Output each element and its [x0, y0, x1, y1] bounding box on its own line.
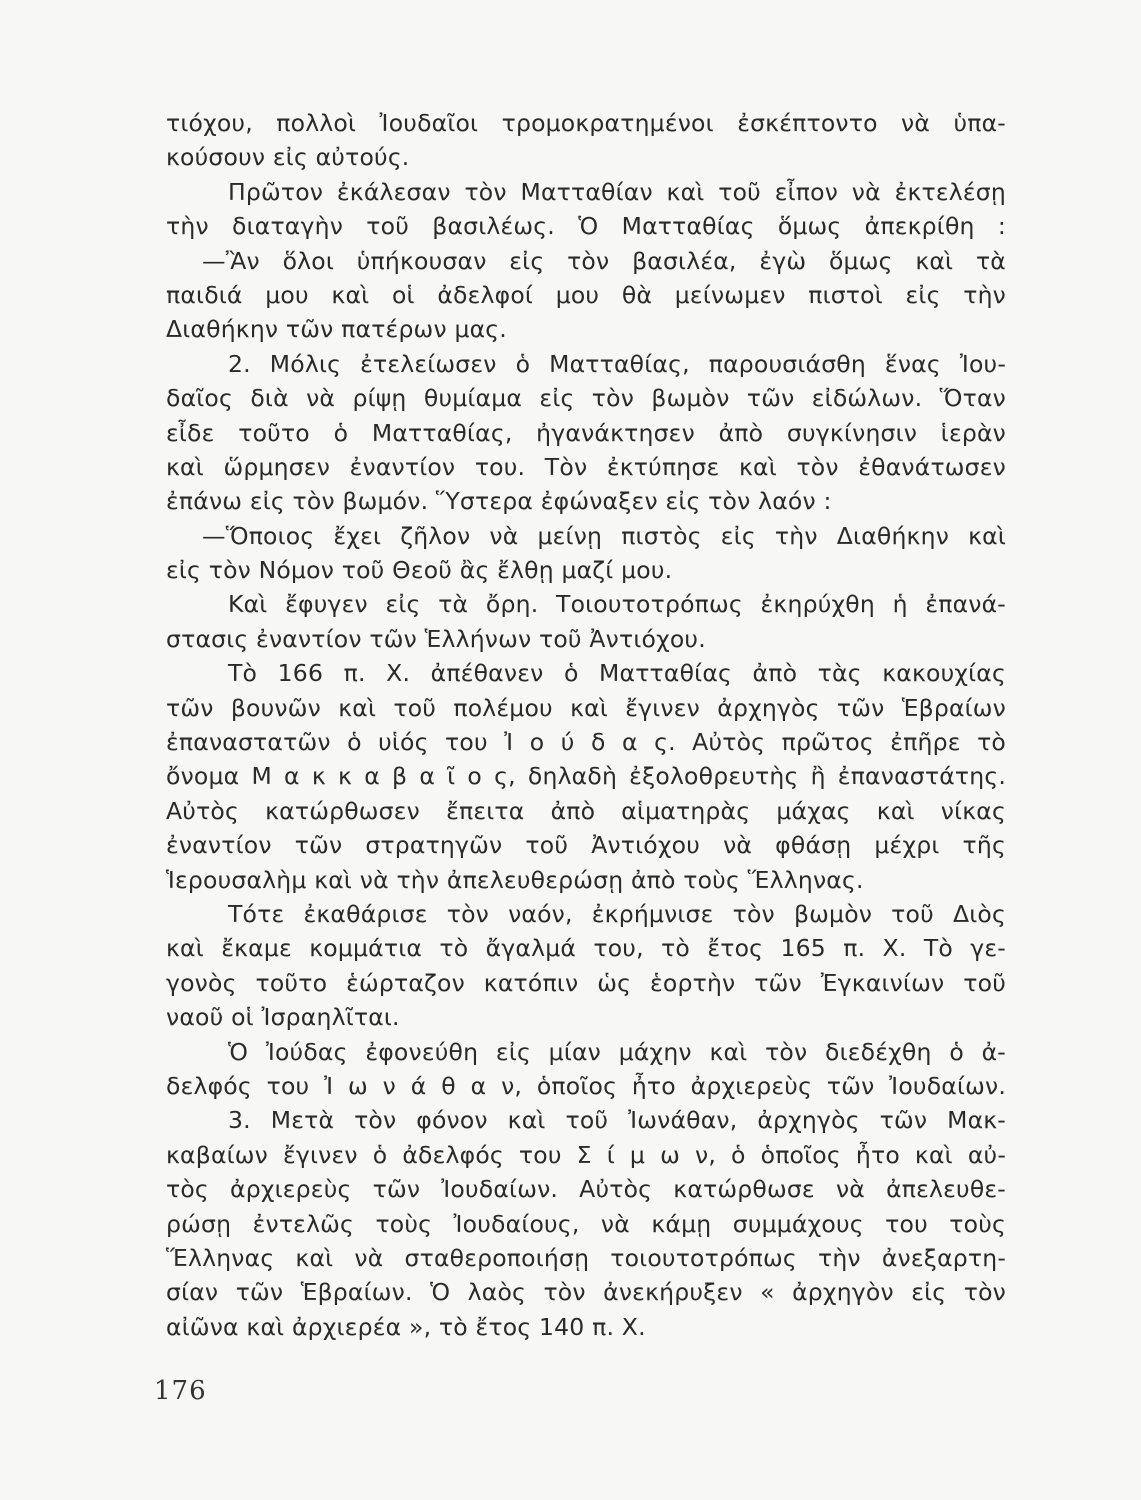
body-text — [166, 106, 1006, 1344]
text-line: καὶ ἔκαμε κομμάτια τὸ ἄγαλμά του, τὸ ἔτος 165 π. Χ. Τὸ γε- — [166, 934, 1006, 963]
text-line: εἰς τὸν Νόμον τοῦ Θεοῦ ἂς ἔλθῃ μαζί μου. — [166, 556, 673, 585]
text-line: ναοῦ οἱ Ἰσραηλῖται. — [166, 1003, 400, 1032]
text-line: τιόχου, πολλοὶ Ἰουδαῖοι τρομοκρατημένοι ἐσκέπτοντο νὰ ὑπα- — [166, 109, 1006, 137]
text-line: σίαν τῶν Ἑβραίων. Ὁ λαὸς τὸν ἀνεκήρυξεν « ἀρχηγὸν εἰς τὸν — [166, 1278, 1006, 1307]
text-line: ἐναντίον τῶν στρατηγῶν τοῦ Ἀντιόχου νὰ φθάσῃ μέχρι τῆς — [166, 831, 1006, 860]
text-line: —Ὅποιος ἔχει ζῆλον νὰ μείνῃ πιστὸς εἰς τὴν Διαθήκην καὶ — [202, 521, 1006, 550]
text-line: καὶ ὥρμησεν ἐναντίον του. Τὸν ἐκτύπησε καὶ τὸν ἐθανάτωσεν — [166, 452, 1006, 481]
text-line: τῶν βουνῶν καὶ τοῦ πολέμου καὶ ἔγινεν ἀρχηγὸς τῶν Ἑβραίων — [166, 693, 1006, 722]
text-line: Διαθήκην τῶν πατέρων μας. — [166, 315, 507, 344]
text-line: τὸς ἀρχιερεὺς τῶν Ἰουδαίων. Αὐτὸς κατώρθωσε νὰ ἀπελευθε- — [166, 1175, 1006, 1204]
text-line: ἐπάνω εἰς τὸν βωμόν. Ὕστερα ἐφώναξεν εἰς τὸν λαόν : — [166, 487, 832, 516]
text-line: ρώσῃ ἐντελῶς τοὺς Ἰουδαίους, νὰ κάμῃ συμμάχους του τοὺς — [166, 1209, 1006, 1238]
text-line: αἰῶνα καὶ ἀρχιερέα », τὸ ἔτος 140 π. Χ. — [166, 1312, 646, 1341]
text-line: Πρῶτον ἐκάλεσαν τὸν Ματταθίαν καὶ τοῦ εἶπον νὰ ἐκτελέσῃ — [228, 177, 1006, 206]
text-line: δελφός του Ἰ ω ν ά θ α ν, ὁποῖος ἦτο ἀρχιερεὺς τῶν Ἰουδαίων. — [166, 1071, 1006, 1100]
text-line: Ἕλληνας καὶ νὰ σταθεροποιήσῃ τοιουτοτρόπως τὴν ἀνεξαρτη- — [166, 1243, 1006, 1272]
text-line: —Ἂν ὅλοι ὑπήκουσαν εἰς τὸν βασιλέα, ἐγὼ ὅμως καὶ τὰ — [202, 246, 1006, 275]
text-line: Τότε ἐκαθάρισε τὸν ναόν, ἐκρήμνισε τὸν βωμὸν τοῦ Διὸς — [228, 899, 1006, 928]
text-line: εἶδε τοῦτο ὁ Ματταθίας, ἠγανάκτησεν ἀπὸ συγκίνησιν ἱερὰν — [166, 418, 1006, 447]
text-line: Ἱερουσαλὴμ καὶ νὰ τὴν ἀπελευθερώσῃ ἀπὸ τοὺς Ἕλληνας. — [166, 865, 864, 894]
text-line: τὴν διαταγὴν τοῦ βασιλέως. Ὁ Ματταθίας ὅμως ἀπεκρίθη : — [166, 212, 1006, 241]
page-number: 176 — [154, 1376, 207, 1406]
text-line: ὄνομα Μ α κ κ α β α ῖ ο ς, δηλαδὴ ἐξολοθρευτὴς ἢ ἐπαναστάτης. — [166, 762, 1006, 791]
text-line: καβαίων ἔγινεν ὁ ἀδελφός του Σ ί μ ω ν, ὁ ὁποῖος ἦτο καὶ αὐ- — [166, 1140, 1006, 1169]
text-line: κούσουν εἰς αὐτούς. — [166, 143, 410, 172]
text-line: Καὶ ἔφυγεν εἰς τὰ ὄρη. Τοιουτοτρόπως ἐκηρύχθη ἡ ἐπανά- — [228, 590, 1006, 619]
text-line: ἐπαναστατῶν ὁ υἱός του Ἰ ο ύ δ α ς. Αὐτὸς πρῶτος ἐπῆρε τὸ — [166, 728, 1006, 757]
text-line: παιδιά μου καὶ οἱ ἀδελφοί μου θὰ μείνωμεν πιστοὶ εἰς τὴν — [166, 280, 1006, 309]
text-line: στασις ἐναντίον τῶν Ἑλλήνων τοῦ Ἀντιόχου. — [166, 624, 706, 653]
text-line: Αὐτὸς κατώρθωσεν ἔπειτα ἀπὸ αἱματηρὰς μάχας καὶ νίκας — [166, 796, 1006, 825]
text-line: Ὁ Ἰούδας ἐφονεύθη εἰς μίαν μάχην καὶ τὸν διεδέχθη ὁ ἀ- — [228, 1037, 1006, 1066]
text-line: 3. Μετὰ τὸν φόνον καὶ τοῦ Ἰωνάθαν, ἀρχηγὸς τῶν Μακ- — [228, 1106, 1006, 1135]
text-line: Τὸ 166 π. Χ. ἀπέθανεν ὁ Ματταθίας ἀπὸ τὰς κακουχίας — [228, 659, 1006, 688]
text-line: δαῖος διὰ νὰ ρίψῃ θυμίαμα εἰς τὸν βωμὸν τῶν εἰδώλων. Ὅταν — [166, 384, 1006, 413]
text-line: γονὸς τοῦτο ἑώρταζον κατόπιν ὡς ἑορτὴν τῶν Ἐγκαινίων τοῦ — [166, 968, 1006, 997]
text-line: 2. Μόλις ἐτελείωσεν ὁ Ματταθίας, παρουσιάσθη ἕνας Ἰου- — [228, 349, 1006, 378]
